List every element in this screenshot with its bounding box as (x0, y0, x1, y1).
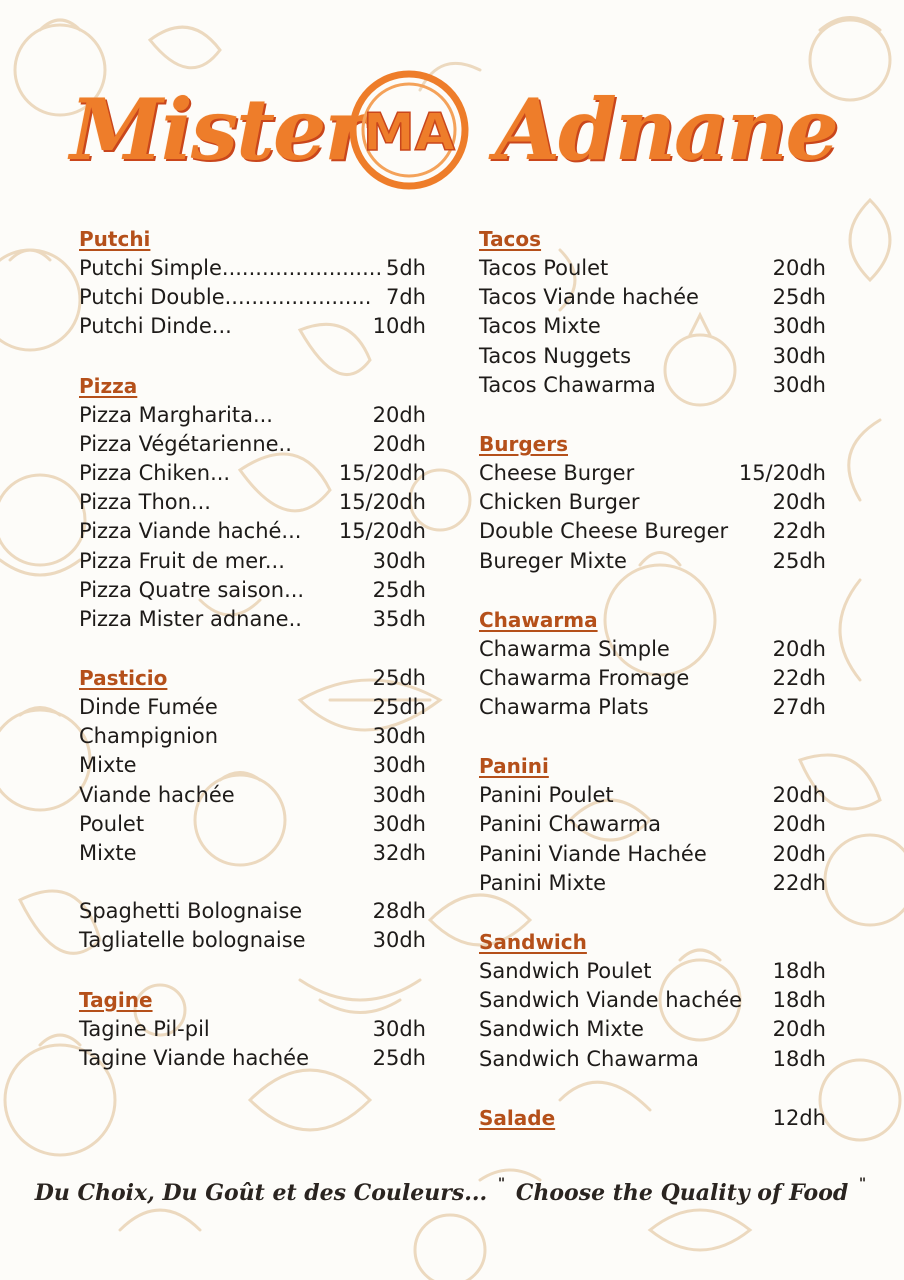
spacer (79, 868, 426, 897)
menu-item (79, 926, 426, 955)
menu-item (79, 283, 426, 312)
menu-item (79, 488, 426, 517)
item-name: Pizza Fruit de mer... (79, 548, 285, 573)
menu-item (479, 957, 826, 986)
item-price: 15/20dh (338, 460, 426, 485)
item-name: Panini Viande Hachée (479, 841, 707, 866)
menu-item (479, 283, 826, 312)
item-name: Spaghetti Bolognaise (79, 899, 303, 924)
item-price: 30dh (772, 314, 826, 339)
section-title: Salade (479, 1105, 556, 1130)
item-name: Pizza Mister adnane.. (79, 606, 302, 631)
section-chawarma (479, 606, 826, 723)
quote-open: " (497, 1176, 506, 1192)
item-name: Tagliatelle bolognaise (79, 928, 306, 953)
item-price: 30dh (372, 1016, 426, 1041)
item-name: Pizza Végétarienne.. (79, 431, 292, 456)
item-price: 25dh (772, 548, 826, 573)
menu-item (79, 459, 426, 488)
item-price: 27dh (772, 695, 826, 720)
item-price: 25dh (372, 577, 426, 602)
menu-item (479, 869, 826, 898)
item-price: 30dh (372, 928, 426, 953)
brand-header (0, 60, 904, 210)
item-name: Dinde Fumée (79, 695, 218, 720)
menu-item (79, 517, 426, 546)
menu-item (79, 576, 426, 605)
section-title: Panini (479, 754, 549, 779)
item-name: Panini Mixte (479, 870, 607, 895)
item-name: Chawarma Plats (479, 695, 649, 720)
item-price: 20dh (772, 490, 826, 515)
section-sandwich (479, 928, 826, 1074)
item-price: 25dh (372, 1045, 426, 1070)
menu-item (79, 722, 426, 751)
item-name: Sandwich Viande hachée (479, 988, 743, 1013)
item-name: Putchi Simple........................ (79, 256, 383, 280)
section-burgers (479, 430, 826, 576)
footer-slogan (0, 1176, 904, 1206)
section-putchi (79, 225, 426, 342)
menu-item (79, 547, 426, 576)
brand-name-right: Adnane (495, 80, 837, 179)
menu-column-left (79, 225, 426, 1103)
menu-item (479, 1045, 826, 1074)
item-price: 20dh (772, 812, 826, 837)
item-name: Chawarma Fromage (479, 665, 690, 690)
item-price: 20dh (772, 841, 826, 866)
item-price: 30dh (772, 343, 826, 368)
item-price: 30dh (372, 811, 426, 836)
menu-item (79, 401, 426, 430)
item-price: 18dh (772, 959, 826, 983)
menu-item (479, 986, 826, 1015)
section-title: Pasticio (79, 666, 168, 691)
item-name: Pizza Margharita... (79, 402, 273, 427)
menu-item (479, 547, 826, 576)
section-title: Pizza (79, 373, 138, 398)
menu-item (79, 781, 426, 810)
item-price: 20dh (772, 256, 826, 280)
item-price: 18dh (772, 988, 826, 1013)
menu-item (479, 664, 826, 693)
item-name: Panini Chawarma (479, 812, 662, 837)
quote-close: " (858, 1176, 867, 1192)
menu-item (79, 1044, 426, 1073)
section-title: Sandwich (479, 930, 587, 954)
item-name: Pizza Viande haché... (79, 519, 302, 544)
menu-item (79, 605, 426, 634)
item-name: Poulet (79, 811, 145, 836)
item-name: Mixte (79, 841, 137, 865)
item-price: 20dh (772, 1017, 826, 1042)
menu-column-right (479, 225, 826, 1163)
item-price: 18dh (772, 1046, 826, 1071)
section-title: Tacos (479, 227, 542, 251)
slogan-english: Choose the Quality of Food (515, 1180, 849, 1206)
item-name: Mixte (79, 753, 137, 778)
item-price: 30dh (372, 724, 426, 749)
menu-item (479, 1015, 826, 1044)
menu-item (479, 693, 826, 722)
menu-item (79, 312, 426, 341)
item-name: Pizza Thon... (79, 490, 211, 515)
item-price: 7dh (385, 285, 426, 310)
item-price: 32dh (372, 841, 426, 865)
item-name: Chicken Burger (479, 490, 640, 515)
menu-item (479, 810, 826, 839)
section-price: 12dh (772, 1105, 826, 1130)
item-price: 25dh (772, 285, 826, 310)
item-name: Double Cheese Bureger (479, 519, 729, 544)
item-price: 30dh (372, 548, 426, 573)
item-name: Bureger Mixte (479, 548, 627, 573)
menu-item (479, 371, 826, 400)
menu-item (79, 693, 426, 722)
item-price: 30dh (772, 372, 826, 397)
item-name: Tacos Chawarma (479, 372, 656, 397)
item-name: Champignion (79, 724, 219, 749)
item-name: Tagine Pil-pil (79, 1016, 210, 1041)
menu-item (479, 488, 826, 517)
item-price: 5dh (385, 256, 426, 280)
item-name: Sandwich Chawarma (479, 1046, 699, 1071)
item-price: 20dh (372, 402, 426, 427)
item-price: 15/20dh (338, 519, 426, 544)
section-salade (479, 1104, 826, 1133)
menu-item (479, 635, 826, 664)
item-name: Panini Poulet (479, 783, 614, 808)
menu-item (479, 254, 826, 283)
item-name: Putchi Dinde... (79, 314, 232, 339)
section-pasticio (79, 664, 426, 956)
item-price: 20dh (372, 431, 426, 456)
menu-item (79, 897, 426, 926)
item-name: Chawarma Simple (479, 636, 670, 661)
item-price: 22dh (772, 519, 826, 544)
brand-name-left: Mister (70, 80, 367, 179)
section-price: 25dh (372, 666, 426, 691)
logo-text: MA (363, 103, 455, 163)
item-price: 30dh (372, 782, 426, 807)
item-name: Pizza Chiken... (79, 460, 231, 485)
menu-item (79, 810, 426, 839)
ma-logo-circle-icon (345, 66, 473, 194)
section-title: Putchi (79, 227, 151, 251)
section-tagine (79, 986, 426, 1073)
item-name: Tagine Viande hachée (79, 1045, 310, 1070)
menu-item (479, 781, 826, 810)
item-name: Tacos Poulet (479, 256, 609, 280)
item-name: Pizza Quatre saison... (79, 577, 305, 602)
item-name: Sandwich Mixte (479, 1017, 644, 1042)
menu-item (79, 751, 426, 780)
item-name: Sandwich Poulet (479, 959, 652, 983)
menu-item (79, 839, 426, 868)
item-price: 15/20dh (738, 460, 826, 485)
menu-item (79, 254, 426, 283)
menu-item (479, 459, 826, 488)
item-name: Cheese Burger (479, 460, 635, 485)
menu-item (479, 517, 826, 546)
item-name: Tacos Mixte (479, 314, 601, 339)
item-name: Viande hachée (79, 782, 235, 807)
item-name: Putchi Double...................... (79, 285, 372, 310)
section-tacos (479, 225, 826, 400)
slogan-french: Du Choix, Du Goût et des Couleurs... (34, 1180, 488, 1206)
item-price: 15/20dh (338, 490, 426, 515)
item-name: Tacos Viande hachée (479, 285, 699, 310)
item-price: 10dh (372, 314, 426, 339)
item-price: 35dh (372, 606, 426, 631)
section-title: Tagine (79, 987, 153, 1012)
section-title: Burgers (479, 431, 568, 456)
item-price: 22dh (772, 870, 826, 895)
menu-item (79, 430, 426, 459)
item-price: 20dh (772, 636, 826, 661)
item-price: 30dh (372, 753, 426, 778)
menu-item (479, 312, 826, 341)
item-price: 20dh (772, 783, 826, 808)
menu-item (479, 840, 826, 869)
item-name: Tacos Nuggets (479, 343, 632, 368)
item-price: 25dh (372, 695, 426, 720)
menu-item (479, 342, 826, 371)
item-price: 28dh (372, 899, 426, 924)
menu-item (79, 1015, 426, 1044)
section-panini (479, 752, 826, 898)
section-pizza (79, 372, 426, 635)
item-price: 22dh (772, 665, 826, 690)
section-title: Chawarma (479, 607, 598, 632)
